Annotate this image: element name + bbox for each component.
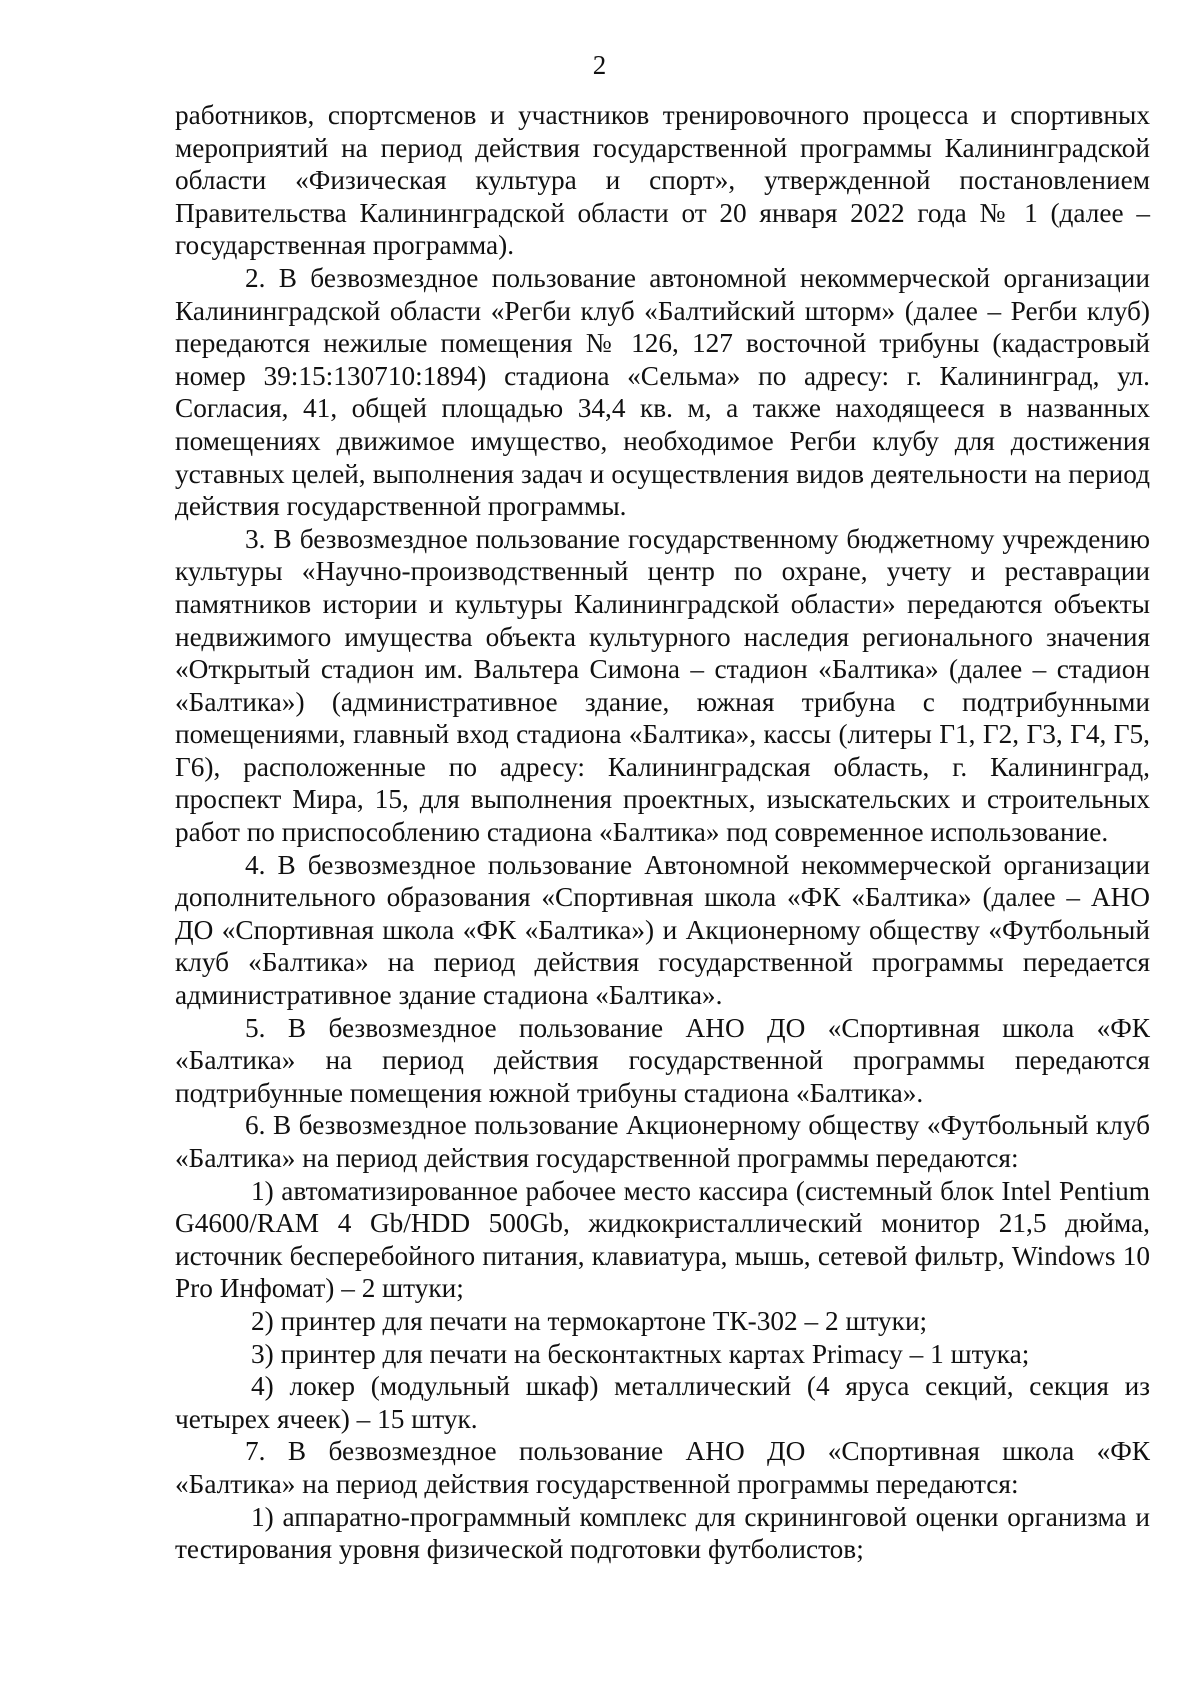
- page-number: 2: [592, 50, 607, 80]
- paragraph-item-6: 6. В безвозмездное пользование Акционерному обществу «Футбольный клуб «Балтика» на период действия государственной программы передаются:: [175, 1110, 1150, 1173]
- paragraph-item-4: 4. В безвозмездное пользование Автономной некоммерческой организации дополнительного образования «Спортивная школа «ФК «Балтика» (далее – АНО ДО «Спортивная школа «ФК «Балтика») и Акционерному обществу «Футбольный клуб «Балтика» на период действия государственной программы передается административное здание стадиона «Балтика».: [175, 849, 1150, 1011]
- paragraph-item-6-sub-2: 2) принтер для печати на термокартоне ТК-302 – 2 штуки;: [251, 1305, 928, 1336]
- paragraph-item-2: 2. В безвозмездное пользование автономной некоммерческой организации Калининградской области «Регби клуб «Балтийский шторм» (далее – Регби клуб) передаются нежилые помещения № 126, 127 восточной трибуны (кадастровый номер 39:15:130710:1894) стадиона «Сельма» по адресу: г. Калининград, ул. Согласия, 41, общей площадью 34,4 кв. м, а также находящееся в названных помещениях движимое имущество, необходимое Регби клубу для достижения уставных целей, выполнения задач и осуществления видов деятельности на период действия государственной программы.: [175, 262, 1150, 522]
- paragraph-continuation: работников, спортсменов и участников тренировочного процесса и спортивных мероприятий на период действия государственной программы Калининградской области «Физическая культура и спорт», утвержденной постановлением Правительства Калининградской области от 20 января 2022 года № 1 (далее – государственная программа).: [175, 100, 1150, 261]
- paragraph-item-5: 5. В безвозмездное пользование АНО ДО «Спортивная школа «ФК «Балтика» на период действия государственной программы передаются подтрибунные помещения южной трибуны стадиона «Балтика».: [175, 1012, 1150, 1108]
- paragraph-item-7-sub-1: 1) аппаратно-программный комплекс для скрининговой оценки организма и тестирования уровня физической подготовки футболистов;: [175, 1501, 1150, 1565]
- paragraph-item-6-sub-3: 3) принтер для печати на бесконтактных картах Primacy – 1 штука;: [251, 1338, 1030, 1369]
- paragraph-item-6-sub-4: 4) локер (модульный шкаф) металлический (4 яруса секций, секция из четырех ячеек) – 15 штук.: [175, 1371, 1150, 1434]
- paragraph-item-3: 3. В безвозмездное пользование государственному бюджетному учреждению культуры «Научно-производственный центр по охране, учету и реставрации памятников истории и культуры Калининградской области» передаются объекты недвижимого имущества объекта культурного наследия регионального значения «Открытый стадион им. Вальтера Симона – стадион «Балтика» (далее – стадион «Балтика») (административное здание, южная трибуна с подтрибунными помещениями, главный вход стадиона «Балтика», кассы (литеры Г1, Г2, Г3, Г4, Г5, Г6), расположенные по адресу: Калининградская область, г. Калининград, проспект Мира, 15, для выполнения проектных, изыскательских и строительных работ по приспособлению стадиона «Балтика» под современное использование.: [175, 523, 1150, 848]
- paragraph-item-6-sub-1: 1) автоматизированное рабочее место кассира (системный блок Intel Pentium G4600/RAM 4 Gb/HDD 500Gb, жидкокристаллический монитор 21,5 дюйма, источник бесперебойного питания, клавиатура, мышь, сетевой фильтр, Windows 10 Pro Инфомат) – 2 штуки;: [175, 1175, 1150, 1304]
- paragraph-item-7: 7. В безвозмездное пользование АНО ДО «Спортивная школа «ФК «Балтика» на период действия государственной программы передаются:: [175, 1436, 1150, 1499]
- document-body: [175, 99, 1150, 1566]
